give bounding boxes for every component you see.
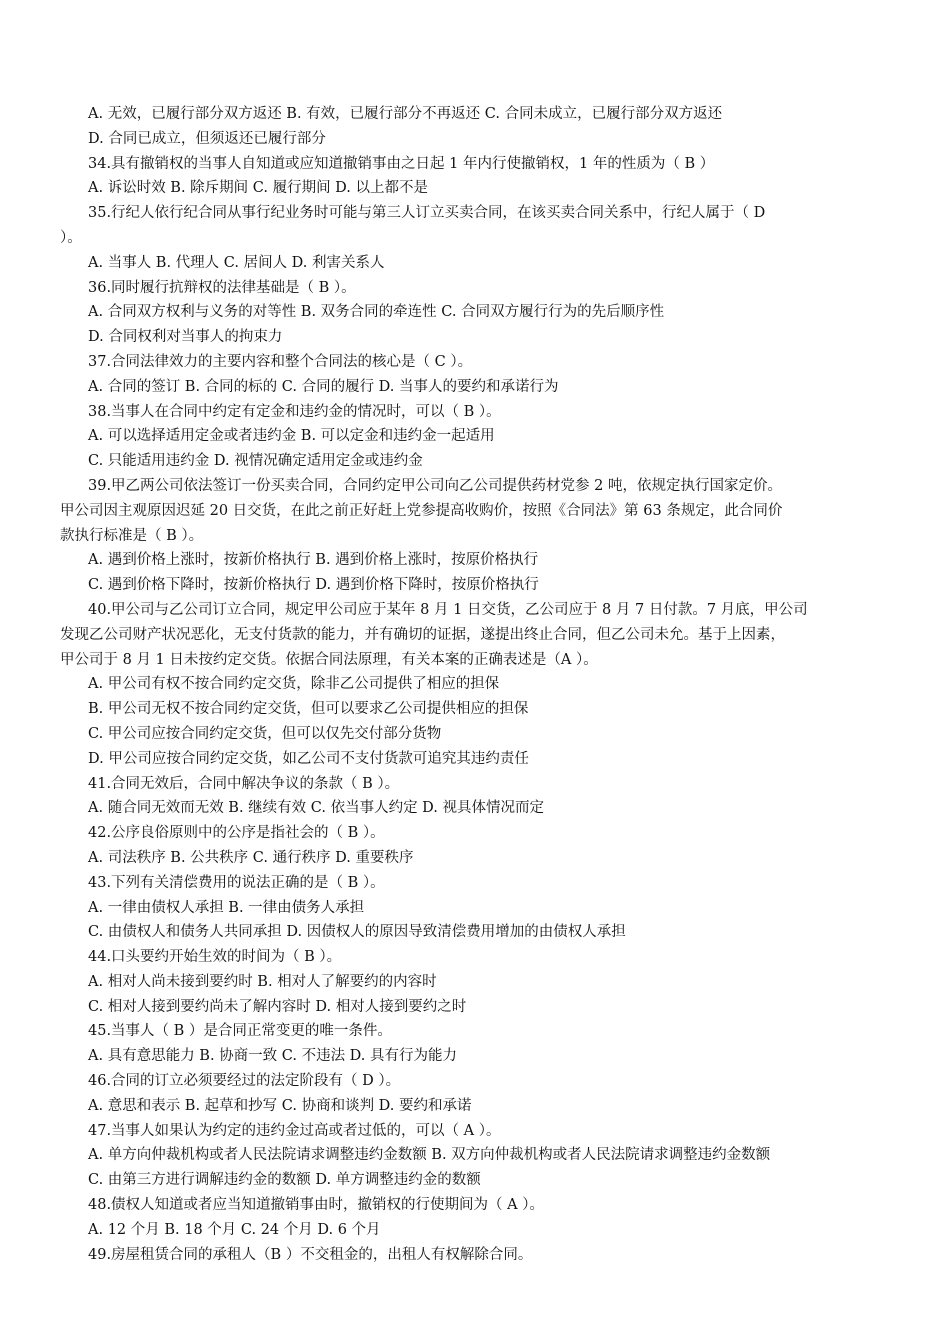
text-line: C. 只能适用违约金 D. 视情况确定适用定金或违约金 xyxy=(88,453,423,470)
text-line: A. 诉讼时效 B. 除斥期间 C. 履行期间 D. 以上都不是 xyxy=(88,180,429,197)
text-line: A. 遇到价格上涨时，按新价格执行 B. 遇到价格上涨时，按原价格执行 xyxy=(88,552,539,569)
text-line: 43.下列有关清偿费用的说法正确的是（ B ）。 xyxy=(88,874,385,891)
text-line: D. 合同已成立，但须返还已履行部分 xyxy=(88,130,326,147)
text-line: A. 合同的签订 B. 合同的标的 C. 合同的履行 D. 当事人的要约和承诺行为 xyxy=(88,378,559,395)
text-line: C. 由第三方进行调解违约金的数额 D. 单方调整违约金的数额 xyxy=(88,1172,481,1189)
text-line: A. 一律由债权人承担 B. 一律由债务人承担 xyxy=(88,899,365,916)
text-line: A. 相对人尚未接到要约时 B. 相对人了解要约的内容时 xyxy=(88,973,437,990)
text-line: A. 司法秩序 B. 公共秩序 C. 通行秩序 D. 重要秩序 xyxy=(88,849,414,866)
text-line: C. 相对人接到要约尚未了解内容时 D. 相对人接到要约之时 xyxy=(88,998,467,1015)
text-line: D. 甲公司应按合同约定交货，如乙公司不支付货款可追究其违约责任 xyxy=(88,750,529,767)
text-line: 34.具有撤销权的当事人自知道或应知道撤销事由之日起 1 年内行使撤销权，1 年的性质为（ B ） xyxy=(88,155,715,172)
text-line: 40.甲公司与乙公司订立合同，规定甲公司应于某年 8 月 1 日交货，乙公司应于 8 月 7 日付款。7 月底，甲公司 xyxy=(88,601,808,618)
document-page xyxy=(60,102,902,1267)
text-line: 35.行纪人依行纪合同从事行纪业务时可能与第三人订立买卖合同，在该买卖合同关系中，行纪人属于（ D xyxy=(88,205,766,222)
text-line: A. 单方向仲裁机构或者人民法院请求调整违约金数额 B. 双方向仲裁机构或者人民法院请求调整违约金数额 xyxy=(88,1147,771,1164)
text-line: 发现乙公司财产状况恶化，无支付货款的能力，并有确切的证据，遂提出终止合同，但乙公司未允。基于上因素， xyxy=(60,626,785,643)
text-line: A. 无效，已履行部分双方返还 B. 有效，已履行部分不再返还 C. 合同未成立，已履行部分双方返还 xyxy=(88,106,723,122)
text-line: 甲公司因主观原因迟延 20 日交货，在此之前正好赶上党参提高收购价，按照《合同法》第 63 条规定，此合同价 xyxy=(60,502,783,519)
text-line: 款执行标准是（ B ）。 xyxy=(60,527,204,544)
text-line: 36.同时履行抗辩权的法律基础是（ B ）。 xyxy=(88,279,356,296)
text-line: 45.当事人（ B ）是合同正常变更的唯一条件。 xyxy=(88,1023,392,1040)
text-line: A. 意思和表示 B. 起草和抄写 C. 协商和谈判 D. 要约和承诺 xyxy=(88,1097,472,1114)
text-line: B. 甲公司无权不按合同约定交货，但可以要求乙公司提供相应的担保 xyxy=(88,701,529,718)
text-line: 46.合同的订立必须要经过的法定阶段有（ D ）。 xyxy=(88,1073,401,1090)
text-line: A. 具有意思能力 B. 协商一致 C. 不违法 D. 具有行为能力 xyxy=(88,1048,458,1065)
text-line: 49.房屋租赁合同的承租人（B ）不交租金的，出租人有权解除合同。 xyxy=(88,1246,533,1263)
text-line: 47.当事人如果认为约定的违约金过高或者过低的，可以（ A ）。 xyxy=(88,1122,501,1139)
text-line: 44.口头要约开始生效的时间为（ B ）。 xyxy=(88,949,342,966)
text-line: A. 12 个月 B. 18 个月 C. 24 个月 D. 6 个月 xyxy=(88,1221,381,1238)
text-line: ）。 xyxy=(60,229,82,246)
text-line: 甲公司于 8 月 1 日未按约定交货。依据合同法原理，有关本案的正确表述是（A ）。 xyxy=(60,651,598,668)
text-line: D. 合同权利对当事人的拘束力 xyxy=(88,329,283,346)
text-line: A. 当事人 B. 代理人 C. 居间人 D. 利害关系人 xyxy=(88,254,385,271)
text-line: C. 甲公司应按合同约定交货，但可以仅先交付部分货物 xyxy=(88,725,442,742)
text-line: A. 随合同无效而无效 B. 继续有效 C. 依当事人约定 D. 视具体情况而定 xyxy=(88,800,545,817)
text-line: A. 甲公司有权不按合同约定交货，除非乙公司提供了相应的担保 xyxy=(88,676,500,693)
text-line: A. 可以选择适用定金或者违约金 B. 可以定金和违约金一起适用 xyxy=(88,428,495,445)
text-line: A. 合同双方权利与义务的对等性 B. 双务合同的牵连性 C. 合同双方履行行为的先后顺序性 xyxy=(88,304,665,321)
text-line: 39.甲乙两公司依法签订一份买卖合同，合同约定甲公司向乙公司提供药材党参 2 吨，依规定执行国家定价。 xyxy=(88,477,782,494)
text-line: 37.合同法律效力的主要内容和整个合同法的核心是（ C ）。 xyxy=(88,353,473,370)
text-line: 38.当事人在合同中约定有定金和违约金的情况时，可以（ B ）。 xyxy=(88,403,501,420)
text-line: 42.公序良俗原则中的公序是指社会的（ B ）。 xyxy=(88,825,385,842)
text-line: 48.债权人知道或者应当知道撤销事由时，撤销权的行使期间为（ A ）。 xyxy=(88,1197,544,1214)
text-line: C. 遇到价格下降时，按新价格执行 D. 遇到价格下降时，按原价格执行 xyxy=(88,577,539,594)
text-line: 41.合同无效后，合同中解决争议的条款（ B ）。 xyxy=(88,775,400,792)
text-line: C. 由债权人和债务人共同承担 D. 因债权人的原因导致清偿费用增加的由债权人承担 xyxy=(88,924,626,941)
